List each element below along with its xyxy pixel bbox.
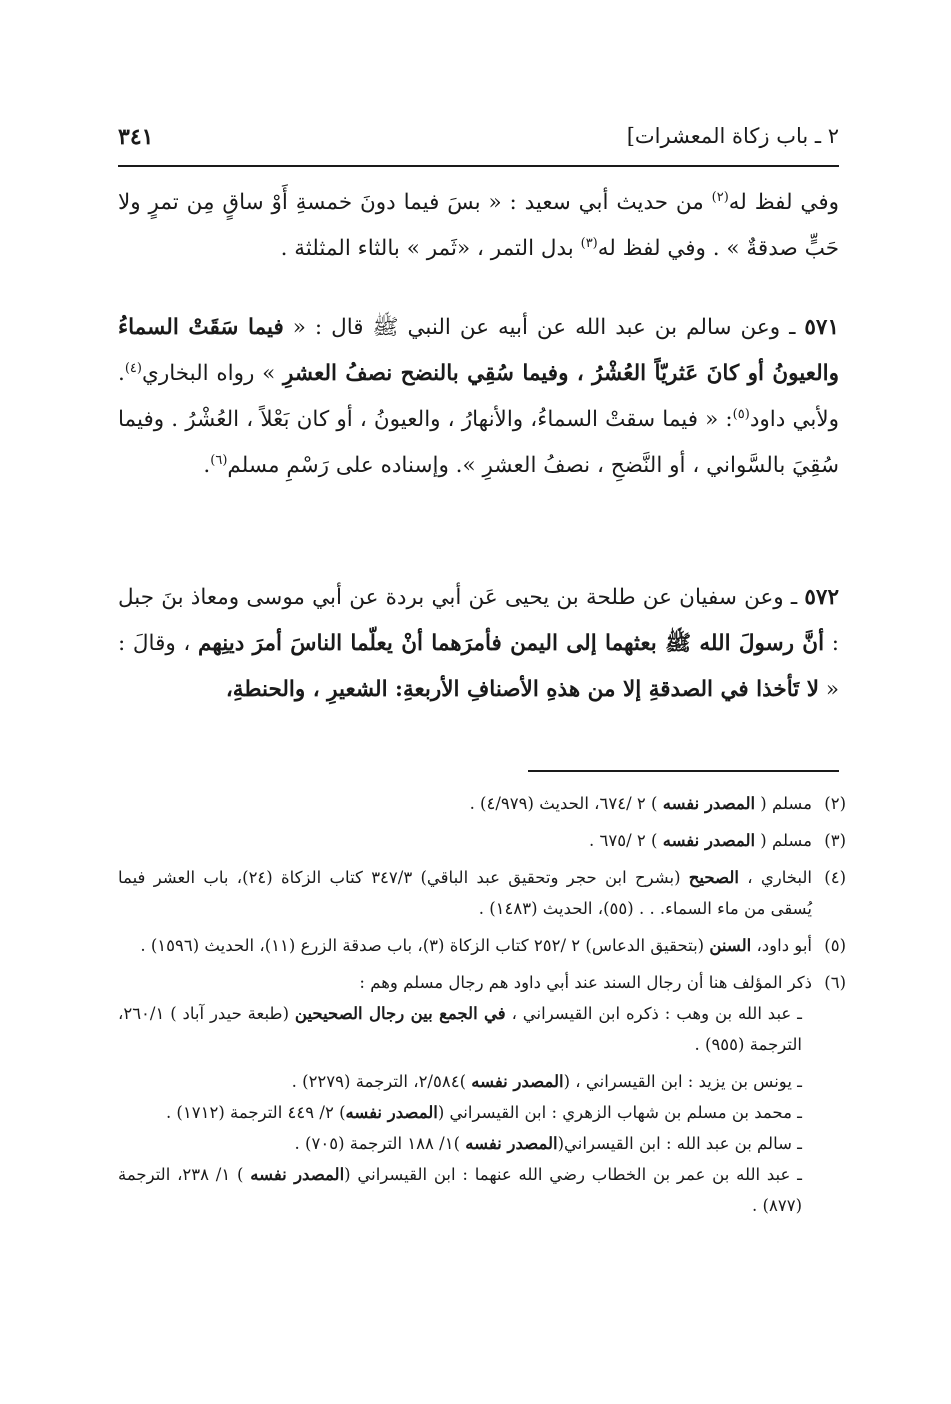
hadith-number: ٥٧٢	[804, 585, 839, 610]
text: » رواه البخاري	[141, 361, 284, 386]
source-title: المصدر نفسه	[465, 1134, 558, 1153]
footnotes	[118, 788, 846, 1227]
text: )٢/٥٨٤، الترجمة (٢٢٧٩) .	[291, 1072, 472, 1091]
footnote-5	[118, 930, 846, 961]
footnote-ref: (٢)	[711, 189, 729, 205]
text: مسلم (	[755, 794, 812, 813]
hadith-text: أنَّ رسولَ الله ﷺ بعثهما إلى اليمن فأمرَهما أنْ يعلّما الناسَ أمرَ دينِهم	[198, 631, 825, 656]
hadith-571	[118, 305, 839, 489]
text: ـ وعن سالم بن عبد الله عن أبيه عن النبي ﷺ قال : «	[283, 315, 805, 340]
text: ، وقالَ : «	[118, 631, 839, 702]
text: . ولأبي داود	[118, 361, 839, 432]
source-title: في الجمع بين رجال الصحيحين	[294, 1004, 506, 1023]
text: البخاري ،	[738, 868, 813, 887]
narrator-entry	[118, 1159, 812, 1221]
page-number: ٣٤١	[118, 124, 154, 150]
footnote-ref: (٤)	[124, 360, 142, 376]
footnote-number: (٦)	[824, 973, 846, 992]
text: بدل التمر ، «ثَمر » بالثاء المثلثة .	[280, 236, 581, 261]
text: أبو داود،	[751, 936, 812, 955]
footnote-3	[118, 825, 846, 856]
text: ) ٢/ ٤٤٩ الترجمة (١٧١٢) .	[165, 1103, 346, 1122]
text: ـ سالم بن عبد الله : ابن القيسراني(	[557, 1134, 802, 1153]
source-title: السنن	[709, 936, 752, 955]
text: (بتحقيق الدعاس) ٢ /٢٥٢ كتاب الزكاة (٣)، باب صدقة الزرع (١١)، الحديث (١٥٩٦) .	[140, 936, 710, 955]
source-title: الصحيح	[688, 868, 739, 887]
text: .	[203, 453, 211, 478]
text: ـ عبد الله بن وهب : ذكره ابن القيسراني ،	[505, 1004, 802, 1023]
footnote-ref: (٥)	[732, 406, 750, 422]
footnote-4	[118, 862, 846, 924]
footnote-2	[118, 788, 846, 819]
narrator-entry	[118, 998, 812, 1060]
footnote-number: (٣)	[824, 831, 846, 850]
footnote-number: (٤)	[824, 868, 846, 887]
hadith-text: فيما سَقَتْ السماءُ والعيونُ أو كانَ عَثريّاً العُشْرُ ، وفيما سُقِي بالنضح نصفُ العشرِ	[118, 315, 840, 386]
text: )١/ ١٨٨ الترجمة (٧٠٥) .	[294, 1134, 466, 1153]
running-header	[118, 124, 839, 162]
source-title: المصدر نفسه	[662, 831, 756, 850]
footnote-ref: (٦)	[210, 452, 228, 468]
source-title: المصدر نفسه	[345, 1103, 438, 1122]
hadith-number: ٥٧١	[804, 315, 839, 340]
text: ـ وعن سفيان عن طلحة بن يحيى عَن أبي بردة عن أبي موسى ومعاذ بنَ جبل :	[118, 585, 839, 656]
footnote-rule	[528, 770, 839, 772]
footnote-number: (٥)	[824, 936, 846, 955]
text: وفي لفظ له	[728, 190, 839, 215]
footnote-number: (٢)	[824, 794, 846, 813]
text: ) ٢ /٦٧٥ .	[589, 831, 663, 850]
text: : « فيما سقتْ السماءُ، والأنهارُ ، والعيونُ ، أو كان بَعْلاً ، العُشْرُ . وفيما سُقِيَ بالسَّواني ، أو النَّضحِ ، نصفُ العشرِ ». وإسناده على رَسْمِ مسلم	[118, 407, 839, 478]
text: (بشرح ابن حجر وتحقيق عبد الباقي) ٣٤٧/٣ كتاب الزكاة (٢٤)، باب العشر فيما يُسقى من ماء السماء. . . (٥٥)، الحديث (١٤٨٣) .	[118, 868, 812, 918]
hadith-572	[118, 575, 839, 713]
text: ـ يونس بن يزيد : ابن القيسراني ، (	[563, 1072, 802, 1091]
text: ـ محمد بن مسلم بن شهاب الزهري : ابن القيسراني (	[437, 1103, 802, 1122]
text: ) ١/ ٢٣٨، الترجمة (٨٧٧) .	[118, 1165, 802, 1215]
header-rule	[118, 165, 839, 167]
footnote-intro: ذكر المؤلف هنا أن رجال السند عند أبي داود هم رجال مسلم وهم :	[359, 973, 812, 992]
text: ـ عبد الله بن عمر بن الخطاب رضي الله عنهما : ابن القيسراني (	[344, 1165, 802, 1184]
narrator-entry	[118, 1097, 812, 1128]
source-title: المصدر نفسه	[662, 794, 756, 813]
text: (طبعة حيدر آباد ) ٢٦٠/١، الترجمة (٩٥٥) .	[118, 1004, 802, 1054]
paragraph-continuation	[118, 180, 839, 272]
source-title: المصدر نفسه	[471, 1072, 564, 1091]
text: مسلم (	[755, 831, 812, 850]
footnote-ref: (٣)	[580, 235, 598, 251]
source-title: المصدر نفسه	[250, 1165, 345, 1184]
chapter-title: ٢ ـ باب زكاة المعشرات]	[626, 124, 839, 148]
text: من حديث أبي سعيد : « بسَ فيما دونَ خمسةِ أَوْ ساقٍ مِن تمرٍ ولا حَبٍّ صدقةٌ » . وفي لفظ له	[118, 190, 839, 261]
narrator-entry	[118, 1066, 812, 1097]
text: ) ٢ /٦٧٤، الحديث (٤/٩٧٩) .	[469, 794, 663, 813]
narrator-entry	[118, 1128, 812, 1159]
hadith-text: لا تَأخذا في الصدقةِ إلا من هذهِ الأصنافِ الأربعةِ: الشعيرِ ، والحنطةِ،	[225, 677, 819, 702]
footnote-6	[118, 967, 846, 1221]
